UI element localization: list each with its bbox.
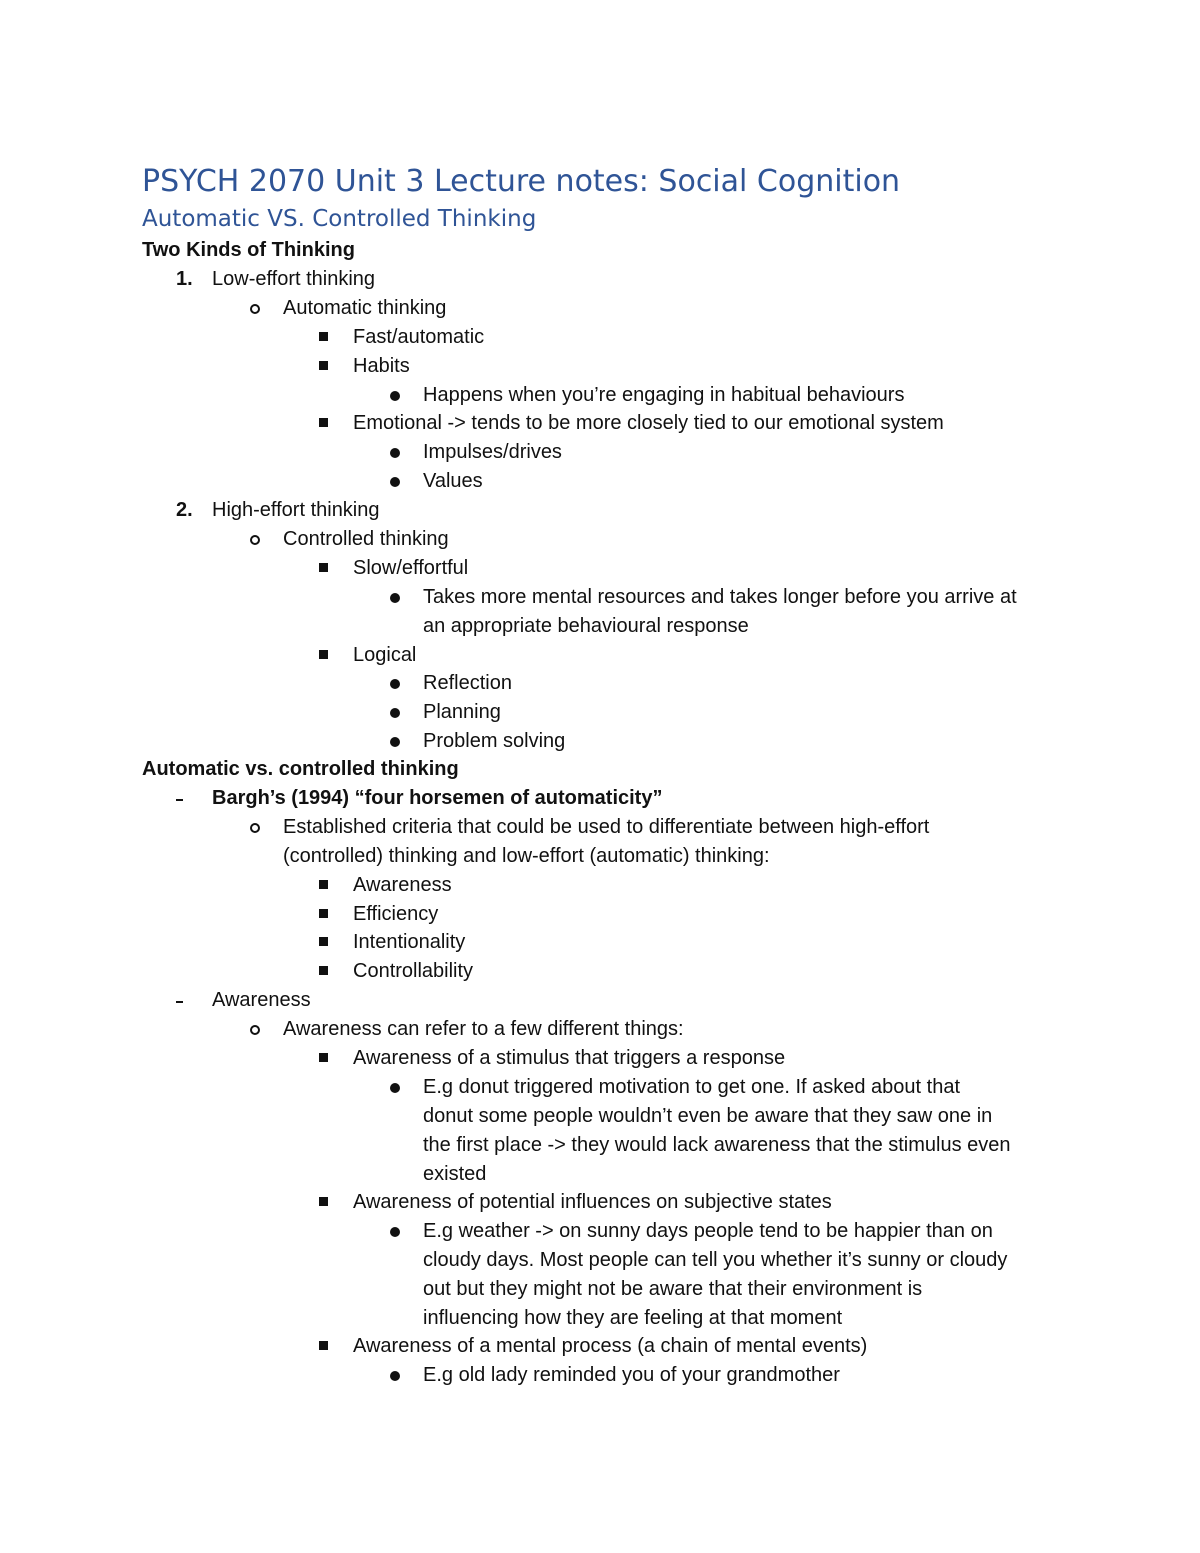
list-item-logical: Logical xyxy=(353,644,417,666)
list-item-problem-solving: Problem solving xyxy=(423,730,566,752)
list-item-aw-influences: Awareness of potential influences on subjective states xyxy=(353,1191,832,1213)
hollow-bullet-icon xyxy=(250,1025,260,1035)
dash-bullet-icon xyxy=(176,1001,183,1003)
list-item-criterion-intentionality: Intentionality xyxy=(353,931,466,953)
round-bullet-icon xyxy=(390,1371,400,1381)
round-bullet-icon xyxy=(390,448,400,458)
list-item-awareness-refer: Awareness can refer to a few different things: xyxy=(283,1018,684,1040)
list-item-awareness: Awareness xyxy=(212,989,311,1011)
list-item-aw-stimulus-ex-cont: donut some people wouldn’t even be aware that they saw one in xyxy=(423,1105,993,1127)
list-item-reflection: Reflection xyxy=(423,672,512,694)
list-item-aw-influences-ex-cont: out but they might not be aware that their environment is xyxy=(423,1278,923,1300)
round-bullet-icon xyxy=(390,477,400,487)
list-item-high-effort: High-effort thinking xyxy=(212,499,380,521)
square-bullet-icon xyxy=(319,909,328,918)
hollow-bullet-icon xyxy=(250,304,260,314)
round-bullet-icon xyxy=(390,737,400,747)
list-item-bargh: Bargh’s (1994) “four horsemen of automaticity” xyxy=(212,787,663,809)
list-item-low-effort: Low-effort thinking xyxy=(212,268,376,290)
list-item-habits: Habits xyxy=(353,355,410,377)
list-item-aw-influences-ex: E.g weather -> on sunny days people tend to be happier than on xyxy=(423,1220,993,1242)
list-item-impulses: Impulses/drives xyxy=(423,441,562,463)
list-item-criterion-awareness: Awareness xyxy=(353,874,452,896)
list-item-criteria: Established criteria that could be used to differentiate between high-effort xyxy=(283,816,930,838)
square-bullet-icon xyxy=(319,650,328,659)
hollow-bullet-icon xyxy=(250,823,260,833)
list-item-aw-influences-ex-cont: cloudy days. Most people can tell you whether it’s sunny or cloudy xyxy=(423,1249,1008,1271)
list-item-criterion-efficiency: Efficiency xyxy=(353,903,439,925)
round-bullet-icon xyxy=(390,391,400,401)
square-bullet-icon xyxy=(319,1341,328,1350)
list-item-aw-process-ex: E.g old lady reminded you of your grandmother xyxy=(423,1364,840,1386)
square-bullet-icon xyxy=(319,966,328,975)
square-bullet-icon xyxy=(319,418,328,427)
list-item-planning: Planning xyxy=(423,701,501,723)
round-bullet-icon xyxy=(390,708,400,718)
list-item-aw-stimulus-ex-cont: existed xyxy=(423,1163,487,1185)
list-item-automatic-thinking: Automatic thinking xyxy=(283,297,447,319)
square-bullet-icon xyxy=(319,1053,328,1062)
list-item-aw-influences-ex-cont: influencing how they are feeling at that moment xyxy=(423,1307,843,1329)
list-item-slow: Slow/effortful xyxy=(353,557,469,579)
list-number-1: 1. xyxy=(176,268,193,290)
round-bullet-icon xyxy=(390,1083,400,1093)
square-bullet-icon xyxy=(319,937,328,946)
square-bullet-icon xyxy=(319,880,328,889)
square-bullet-icon xyxy=(319,563,328,572)
square-bullet-icon xyxy=(319,1197,328,1206)
square-bullet-icon xyxy=(319,332,328,341)
list-item-aw-stimulus-ex: E.g donut triggered motivation to get one. If asked about that xyxy=(423,1076,961,1098)
hollow-bullet-icon xyxy=(250,535,260,545)
list-number-2: 2. xyxy=(176,499,193,521)
document-title: PSYCH 2070 Unit 3 Lecture notes: Social Cognition xyxy=(142,164,901,199)
list-item-criterion-controllability: Controllability xyxy=(353,960,474,982)
round-bullet-icon xyxy=(390,679,400,689)
dash-bullet-icon xyxy=(176,799,183,801)
list-item-aw-stimulus: Awareness of a stimulus that triggers a response xyxy=(353,1047,786,1069)
list-item-slow-detail-cont: an appropriate behavioural response xyxy=(423,615,749,637)
list-item-criteria-cont: (controlled) thinking and low-effort (automatic) thinking: xyxy=(283,845,770,867)
list-item-controlled-thinking: Controlled thinking xyxy=(283,528,449,550)
list-item-fast: Fast/automatic xyxy=(353,326,485,348)
square-bullet-icon xyxy=(319,361,328,370)
list-item-aw-stimulus-ex-cont: the first place -> they would lack awareness that the stimulus even xyxy=(423,1134,1011,1156)
section-subtitle: Automatic VS. Controlled Thinking xyxy=(142,206,537,232)
list-item-values: Values xyxy=(423,470,483,492)
list-item-emotional: Emotional -> tends to be more closely tied to our emotional system xyxy=(353,412,944,434)
round-bullet-icon xyxy=(390,593,400,603)
round-bullet-icon xyxy=(390,1227,400,1237)
list-item-habits-detail: Happens when you’re engaging in habitual behaviours xyxy=(423,384,905,406)
list-item-slow-detail: Takes more mental resources and takes longer before you arrive at xyxy=(423,586,1017,608)
heading-two-kinds: Two Kinds of Thinking xyxy=(142,239,355,261)
list-item-aw-process: Awareness of a mental process (a chain of mental events) xyxy=(353,1335,868,1357)
heading-automatic-vs-controlled: Automatic vs. controlled thinking xyxy=(142,758,459,780)
